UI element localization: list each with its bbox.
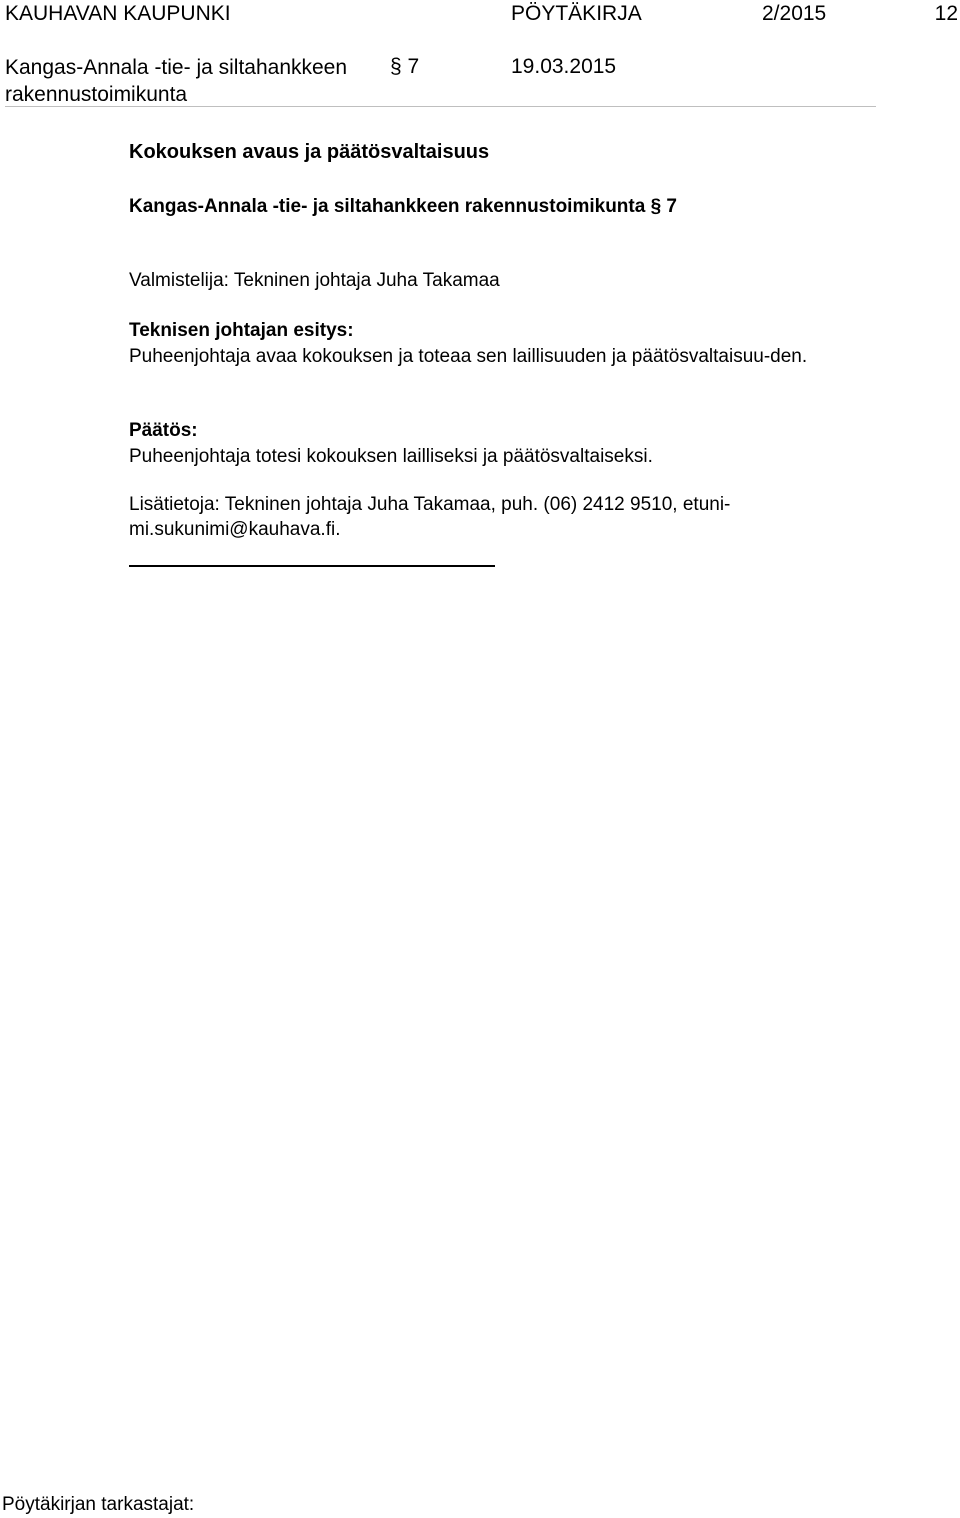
meeting-date: 19.03.2015: [511, 55, 617, 78]
committee-name: Kangas-Annala -tie- ja siltahankkeen rakennustoimikunta: [5, 56, 348, 106]
preparer-line: Valmistelija: Tekninen johtaja Juha Takamaa: [129, 270, 500, 291]
section-subheading: Kangas-Annala -tie- ja siltahankkeen rakennustoimikunta § 7: [129, 196, 677, 217]
contact-info: Lisätietoja: Tekninen johtaja Juha Takamaa, puh. (06) 2412 9510, etuni-mi.sukunimi@kauhava.fi.: [129, 494, 731, 540]
proposal-label: Teknisen johtajan esitys:: [129, 320, 354, 341]
decision-text: Puheenjohtaja totesi kokouksen lailliseksi ja päätösvaltaiseksi.: [129, 446, 653, 467]
section-number: § 7: [390, 55, 420, 78]
page-number: 12: [934, 2, 958, 25]
decision-label: Päätös:: [129, 420, 198, 441]
page-title: Kokouksen avaus ja päätösvaltaisuus: [129, 141, 490, 163]
section-end-divider: [129, 565, 495, 567]
proposal-text: Puheenjohtaja avaa kokouksen ja toteaa sen laillisuuden ja päätösvaltaisuu-den.: [129, 346, 808, 367]
header-divider: [5, 106, 876, 107]
document-number: 2/2015: [762, 2, 827, 25]
reviewers-label: Pöytäkirjan tarkastajat:: [2, 1494, 195, 1515]
document-type: PÖYTÄKIRJA: [511, 2, 642, 25]
organization-name: KAUHAVAN KAUPUNKI: [5, 2, 231, 25]
